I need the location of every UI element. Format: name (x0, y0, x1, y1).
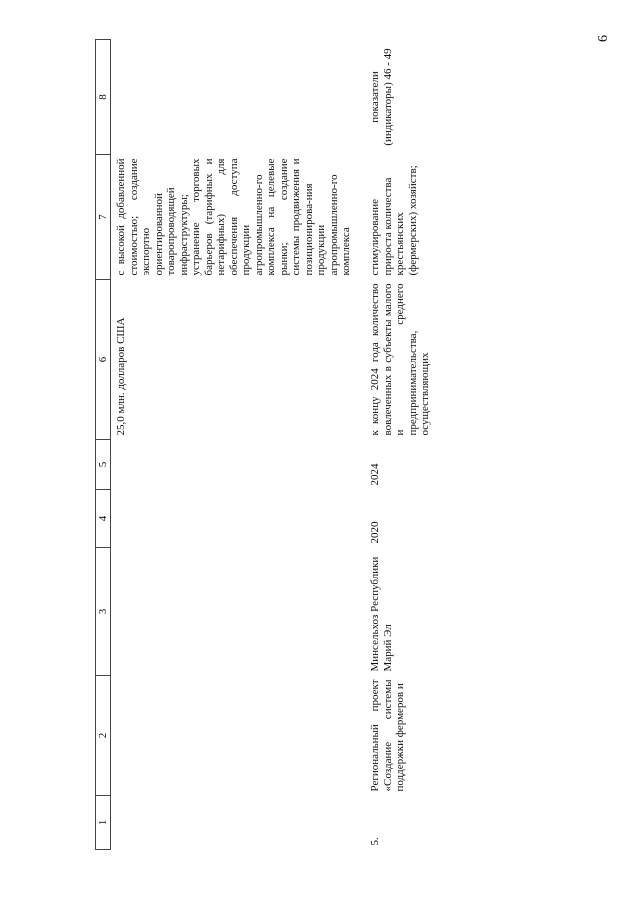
page-number: 6 (596, 35, 611, 42)
start-year-cell: 2020 (369, 521, 381, 544)
column-header: 3 (96, 548, 111, 676)
end-year-cell: 2024 (369, 463, 381, 486)
column-header: 8 (96, 40, 111, 155)
column-header: 5 (96, 440, 111, 490)
column-header: 1 (96, 796, 111, 850)
tasks-cell: с высокой добавленной стоимостью; создание экспортно ориентированной товаропроводящей инфраструктуры; устранение торговых барьеров (тарифных и нетарифных) для обеспечения доступа продукции агропромышленно-го комплекса на целевые рынки; создание системы продвижения и позиционирова-ния продукции агропромышленно-го комплекса (115, 158, 352, 276)
indicator-cell: к концу 2024 года количество вовлеченных в субъекты малого и среднего предпринимательства, осуществляющих (369, 283, 431, 436)
column-header: 2 (96, 676, 111, 796)
table-header (96, 40, 111, 850)
row-number: 5. (369, 837, 381, 846)
program-table (95, 39, 432, 850)
table-row (362, 40, 432, 850)
column-header: 4 (96, 490, 111, 548)
executor-cell: Минсельхоз Республики Марий Эл (369, 556, 394, 672)
rotated-table-page (95, 40, 550, 850)
column-header: 7 (96, 155, 111, 280)
tasks-cell: стимулирование прироста количества крестьянских (фермерских) хозяйств; (369, 165, 419, 276)
column-header: 6 (96, 280, 111, 440)
table-row (111, 40, 363, 850)
indicator-cell: 25,0 млн. долларов США (115, 317, 127, 436)
project-cell: Региональный проект «Создание системы поддержки фермеров и (369, 679, 406, 792)
link-cell: показатели (индикаторы) 46 - 49 (369, 48, 394, 146)
